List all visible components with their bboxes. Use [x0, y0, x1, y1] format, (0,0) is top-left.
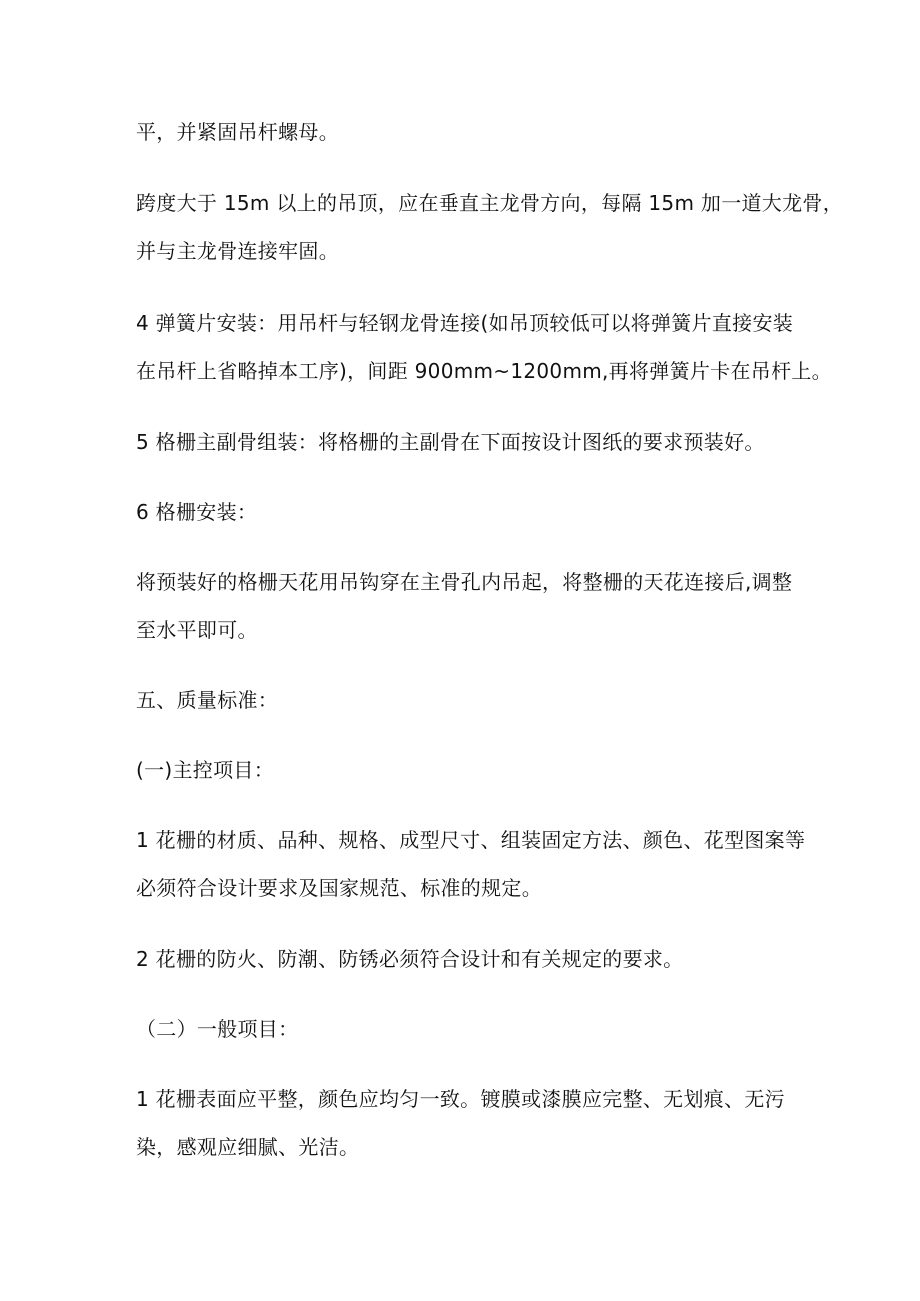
text-line: 并与主龙骨连接牢固。: [136, 239, 339, 263]
text-line: 平，并紧固吊杆螺母。: [136, 120, 339, 144]
text-line: 1 花栅的材质、品种、规格、成型尺寸、组装固定方法、颜色、花型图案等: [136, 828, 806, 852]
text-line: 6 格栅安装：: [136, 500, 258, 524]
text-line: 必须符合设计要求及国家规范、标准的规定。: [136, 876, 542, 900]
text-line: 5 格栅主副骨组装：将格栅的主副骨在下面按设计图纸的要求预装好。: [136, 430, 765, 454]
subsection-heading: （二）一般项目：: [136, 1017, 299, 1041]
text-line: 染，感观应细腻、光洁。: [136, 1135, 360, 1159]
text-line: 跨度大于 15m 以上的吊顶，应在垂直主龙骨方向，每隔 15m 加一道大龙骨，: [136, 191, 843, 215]
text-line: 4 弹簧片安装：用吊杆与轻钢龙骨连接(如吊顶较低可以将弹簧片直接安装: [136, 311, 794, 335]
subsection-heading: (一)主控项目：: [136, 758, 275, 782]
text-line: 将预装好的格栅天花用吊钩穿在主骨孔内吊起，将整栅的天花连接后,调整: [136, 570, 793, 594]
section-heading: 五、质量标准：: [136, 688, 279, 712]
text-line: 2 花栅的防火、防潮、防锈必须符合设计和有关规定的要求。: [136, 947, 684, 971]
text-line: 至水平即可。: [136, 618, 258, 642]
text-line: 1 花栅表面应平整，颜色应均匀一致。镀膜或漆膜应完整、无划痕、无污: [136, 1087, 785, 1111]
text-line: 在吊杆上省略掉本工序)，间距 900mm~1200mm,再将弹簧片卡在吊杆上。: [136, 359, 832, 383]
